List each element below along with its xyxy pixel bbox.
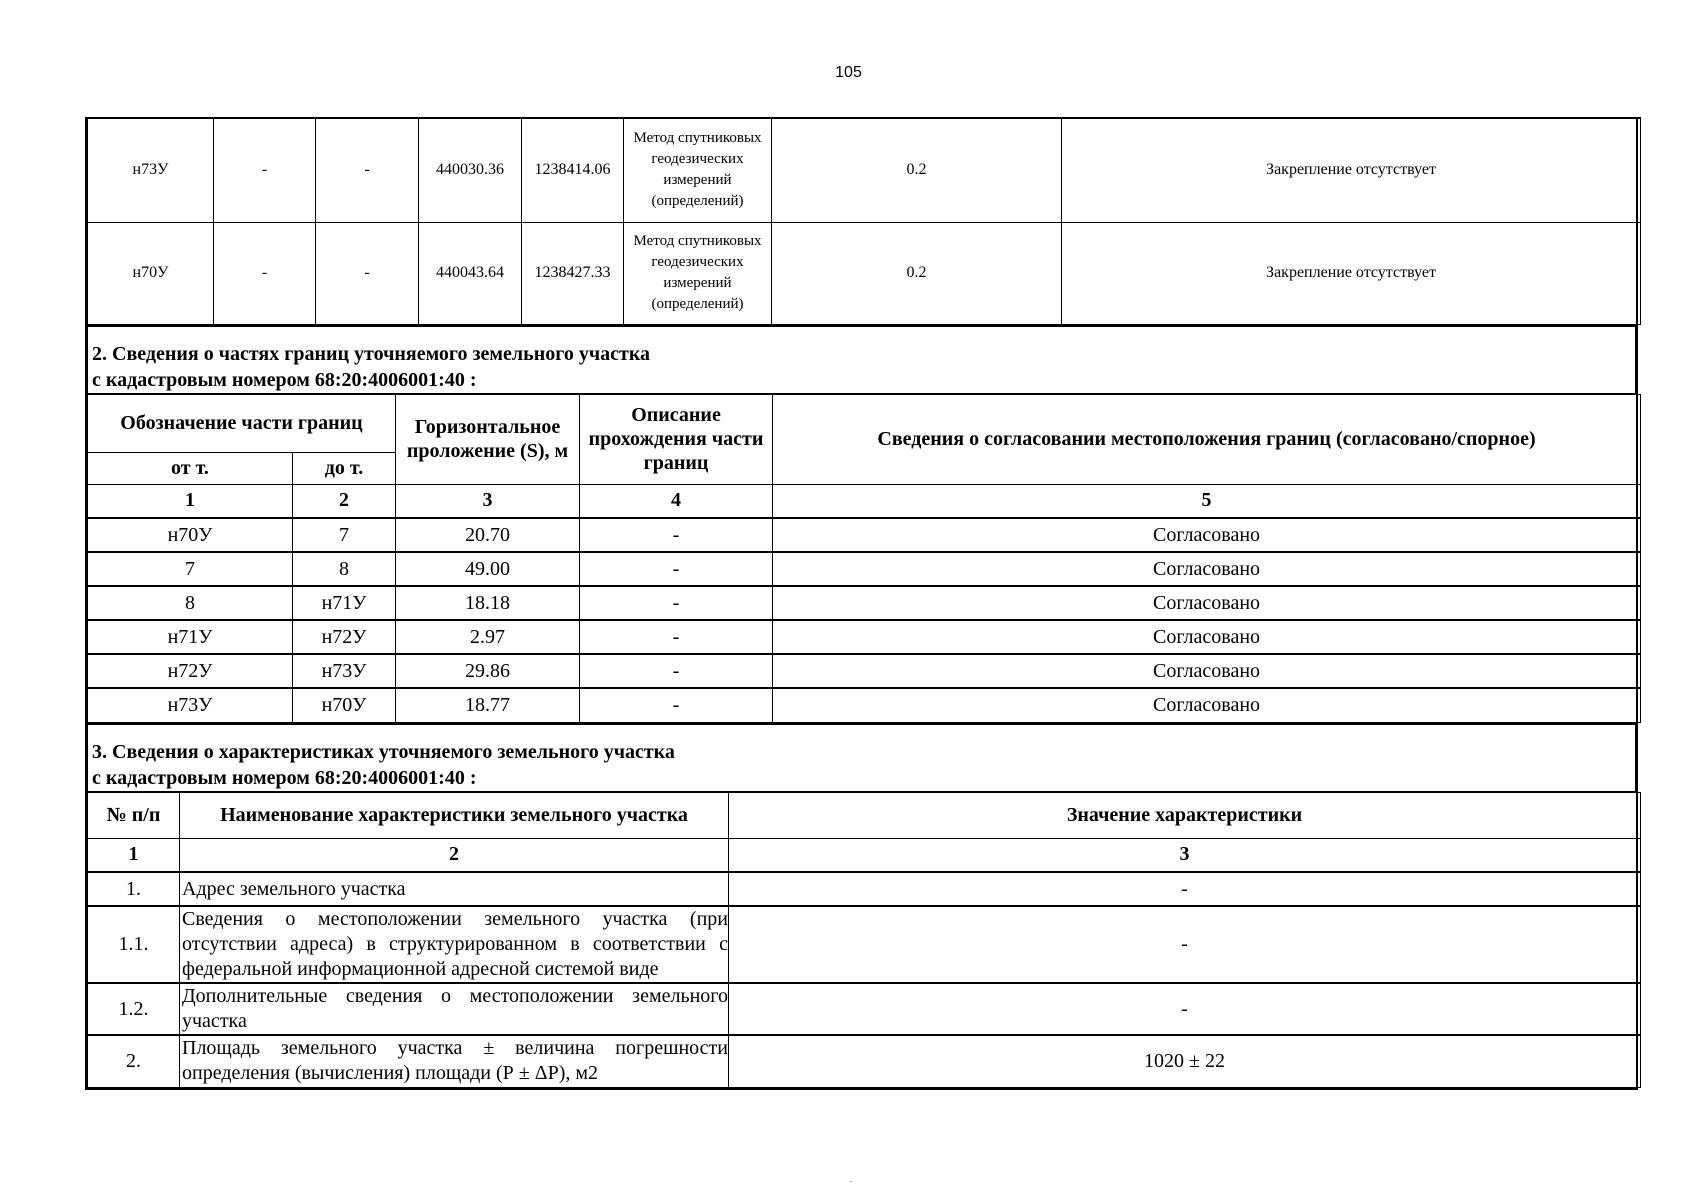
part-description: - xyxy=(580,552,773,586)
table-row xyxy=(88,872,1641,906)
char-value: - xyxy=(729,983,1641,1035)
point-accuracy: 0.2 xyxy=(772,222,1062,324)
part-status: Согласовано xyxy=(773,654,1641,688)
char-num: 1.1. xyxy=(88,906,180,983)
part-to: н72У xyxy=(293,620,396,654)
column-number: 1 xyxy=(88,484,293,518)
part-status: Согласовано xyxy=(773,552,1641,586)
part-to: н70У xyxy=(293,688,396,722)
point-fixing: Закрепление отсутствует xyxy=(1062,222,1641,324)
char-num: 1. xyxy=(88,872,180,906)
part-to: н73У xyxy=(293,654,396,688)
column-number: 4 xyxy=(580,484,773,518)
part-status: Согласовано xyxy=(773,688,1641,722)
section2-title-line2: с кадастровым номером 68:20:4006001:40 : xyxy=(92,368,477,391)
part-from: н73У xyxy=(88,688,293,722)
point-method: Метод спутниковых геодезических измерений (определений) xyxy=(624,222,772,324)
char-num: 2. xyxy=(88,1035,180,1087)
table-row xyxy=(88,518,1641,552)
point-col2: - xyxy=(214,222,316,324)
part-description: - xyxy=(580,620,773,654)
part-length: 18.77 xyxy=(396,688,580,722)
part-from: н70У xyxy=(88,518,293,552)
table-row xyxy=(88,222,1641,324)
column-number: 2 xyxy=(293,484,396,518)
boundary-points-table xyxy=(87,117,1641,325)
section3-title-line2: с кадастровым номером 68:20:4006001:40 : xyxy=(92,766,477,789)
part-status: Согласовано xyxy=(773,586,1641,620)
point-y: 1238414.06 xyxy=(522,118,624,222)
table-row xyxy=(88,552,1641,586)
char-name: Адрес земельного участка xyxy=(180,872,729,906)
table-header-row xyxy=(88,792,1641,838)
part-length: 49.00 xyxy=(396,552,580,586)
part-to: 7 xyxy=(293,518,396,552)
footer-mark: . xyxy=(850,1175,852,1184)
header-agreement: Сведения о согласовании местоположения границ (согласовано/спорное) xyxy=(773,394,1641,484)
char-name: Сведения о местоположении земельного участка (при отсутствии адреса) в структурированном в соответствии с федеральной информационной адресной системой виде xyxy=(180,906,729,983)
point-col2: - xyxy=(214,118,316,222)
column-number: 5 xyxy=(773,484,1641,518)
column-number: 2 xyxy=(180,838,729,872)
table-row xyxy=(88,586,1641,620)
table-row xyxy=(88,906,1641,983)
point-name: н73У xyxy=(88,118,214,222)
point-x: 440043.64 xyxy=(419,222,522,324)
part-description: - xyxy=(580,586,773,620)
char-value: 1020 ± 22 xyxy=(729,1035,1641,1087)
part-status: Согласовано xyxy=(773,518,1641,552)
header-part-designation: Обозначение части границ xyxy=(88,394,396,452)
header-horizontal: Горизонтальное проложение (S), м xyxy=(396,394,580,484)
part-description: - xyxy=(580,518,773,552)
point-method: Метод спутниковых геодезических измерений (определений) xyxy=(624,118,772,222)
part-from: н72У xyxy=(88,654,293,688)
section3-title-line1: 3. Сведения о характеристиках уточняемого земельного участка xyxy=(92,740,675,763)
characteristics-table xyxy=(87,792,1641,1088)
point-col3: - xyxy=(316,222,419,324)
part-to: 8 xyxy=(293,552,396,586)
point-y: 1238427.33 xyxy=(522,222,624,324)
section3-title xyxy=(87,723,1636,792)
column-number: 3 xyxy=(729,838,1641,872)
part-description: - xyxy=(580,688,773,722)
document-sheet xyxy=(85,117,1638,1090)
table-row xyxy=(88,1035,1641,1087)
point-col3: - xyxy=(316,118,419,222)
part-length: 18.18 xyxy=(396,586,580,620)
column-numbers-row xyxy=(88,838,1641,872)
table-row xyxy=(88,620,1641,654)
point-name: н70У xyxy=(88,222,214,324)
part-length: 20.70 xyxy=(396,518,580,552)
table-row xyxy=(88,118,1641,222)
point-x: 440030.36 xyxy=(419,118,522,222)
table-row xyxy=(88,688,1641,722)
header-to: до т. xyxy=(293,452,396,484)
char-num: 1.2. xyxy=(88,983,180,1035)
part-from: 8 xyxy=(88,586,293,620)
point-fixing: Закрепление отсутствует xyxy=(1062,118,1641,222)
char-name: Дополнительные сведения о местоположении земельного участка xyxy=(180,983,729,1035)
page-number: 105 xyxy=(835,64,862,81)
header-value: Значение характеристики xyxy=(729,792,1641,838)
char-name: Площадь земельного участка ± величина погрешности определения (вычисления) площади (Р ± ΔР), м2 xyxy=(180,1035,729,1087)
header-description: Описание прохождения части границ xyxy=(580,394,773,484)
column-number: 1 xyxy=(88,838,180,872)
part-description: - xyxy=(580,654,773,688)
header-from: от т. xyxy=(88,452,293,484)
column-numbers-row xyxy=(88,484,1641,518)
char-value: - xyxy=(729,872,1641,906)
table-row xyxy=(88,654,1641,688)
boundary-parts-table xyxy=(87,394,1641,723)
header-num: № п/п xyxy=(88,792,180,838)
table-header-row xyxy=(88,394,1641,452)
column-number: 3 xyxy=(396,484,580,518)
part-length: 2.97 xyxy=(396,620,580,654)
table-row xyxy=(88,983,1641,1035)
part-length: 29.86 xyxy=(396,654,580,688)
header-name: Наименование характеристики земельного участка xyxy=(180,792,729,838)
part-from: н71У xyxy=(88,620,293,654)
point-accuracy: 0.2 xyxy=(772,118,1062,222)
section2-title-line1: 2. Сведения о частях границ уточняемого земельного участка xyxy=(92,342,651,365)
part-to: н71У xyxy=(293,586,396,620)
section2-title xyxy=(87,325,1636,394)
part-status: Согласовано xyxy=(773,620,1641,654)
char-value: - xyxy=(729,906,1641,983)
part-from: 7 xyxy=(88,552,293,586)
